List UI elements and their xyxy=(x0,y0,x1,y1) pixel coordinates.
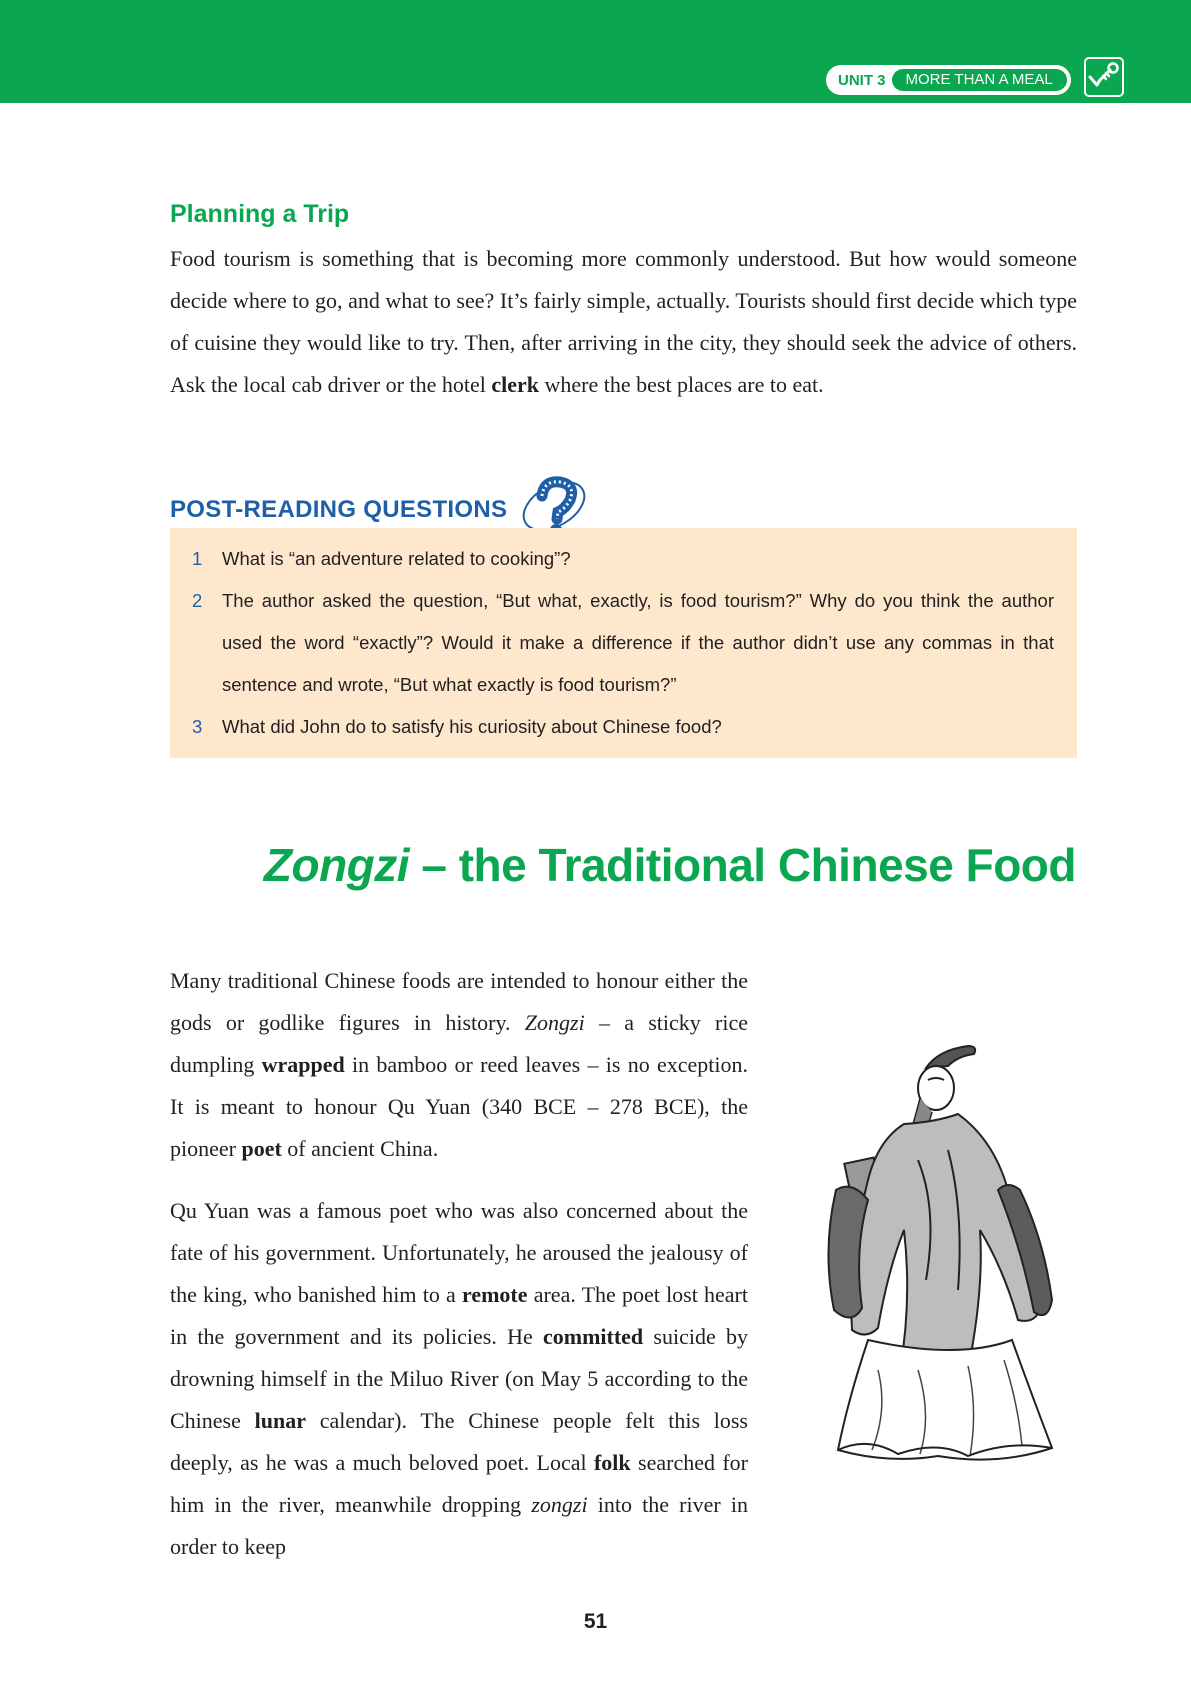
question-item xyxy=(192,706,1054,748)
article-paragraph-2: Qu Yuan was a famous poet who was also concerned about the fate of his government. Unfortunately, he aroused the jealousy of the king, who banished him to a remote area. The poet lost heart in the government and its policies. He committed suicide by drowning himself in the Miluo River (on May 5 according to the Chinese lunar calendar). The Chinese people felt this loss deeply, as he was a much beloved poet. Local folk searched for him in the river, meanwhile dropping zongzi into the river in order to keep xyxy=(170,1198,748,1559)
article-title: Zongzi – the Traditional Chinese Food xyxy=(263,839,1076,891)
question-number: 2 xyxy=(192,590,203,611)
vocab-folk: folk xyxy=(593,1450,631,1475)
key-check-icon xyxy=(1084,57,1124,97)
planning-paragraph: Food tourism is something that is becoming more commonly understood. But how would someone decide where to go, and what to see? It’s fairly simple, actually. Tourists should first decide which type of cuisine they would like to try. Then, after arriving in the city, they should seek the advice of others. Ask the local cab driver or the hotel clerk where the best places are to eat. xyxy=(170,246,1077,397)
section-heading-planning: Planning a Trip xyxy=(170,200,350,228)
vocab-committed: committed xyxy=(542,1324,644,1349)
question-text: What is “an adventure related to cooking”? xyxy=(222,548,571,569)
unit-badge xyxy=(826,65,1071,95)
question-text: The author asked the question, “But what, exactly, is food tourism?” Why do you think the author used the word “exactly”? Would it make a difference if the author didn’t use any commas in that sentence and wrote, “But what exactly is food tourism?” xyxy=(222,590,1054,695)
vocab-clerk: clerk xyxy=(491,372,539,397)
vocab-poet: poet xyxy=(241,1136,282,1161)
vocab-wrapped: wrapped xyxy=(261,1052,345,1077)
post-reading-heading: POST-READING QUESTIONS xyxy=(170,496,508,523)
vocab-remote: remote xyxy=(461,1282,528,1307)
questions-box xyxy=(170,528,1077,758)
qu-yuan-illustration xyxy=(808,1040,1066,1495)
unit-title: MORE THAN A MEAL xyxy=(892,69,1067,91)
question-item xyxy=(192,580,1054,706)
article-paragraph-1: Many traditional Chinese foods are intended to honour either the gods or godlike figures in history. Zongzi – a sticky rice dumpling wrapped in bamboo or reed leaves – is no exception. It is meant to honour Qu Yuan (340 BCE – 278 BCE), the pioneer poet of ancient China. xyxy=(170,968,748,1161)
question-number: 1 xyxy=(192,548,203,569)
header-bar xyxy=(0,0,1191,103)
question-item xyxy=(192,538,1054,580)
vocab-lunar: lunar xyxy=(254,1408,306,1433)
question-text: What did John do to satisfy his curiosity about Chinese food? xyxy=(222,716,722,737)
page-number: 51 xyxy=(583,1610,608,1633)
question-number: 3 xyxy=(192,716,203,737)
unit-label: UNIT 3 xyxy=(838,71,886,89)
